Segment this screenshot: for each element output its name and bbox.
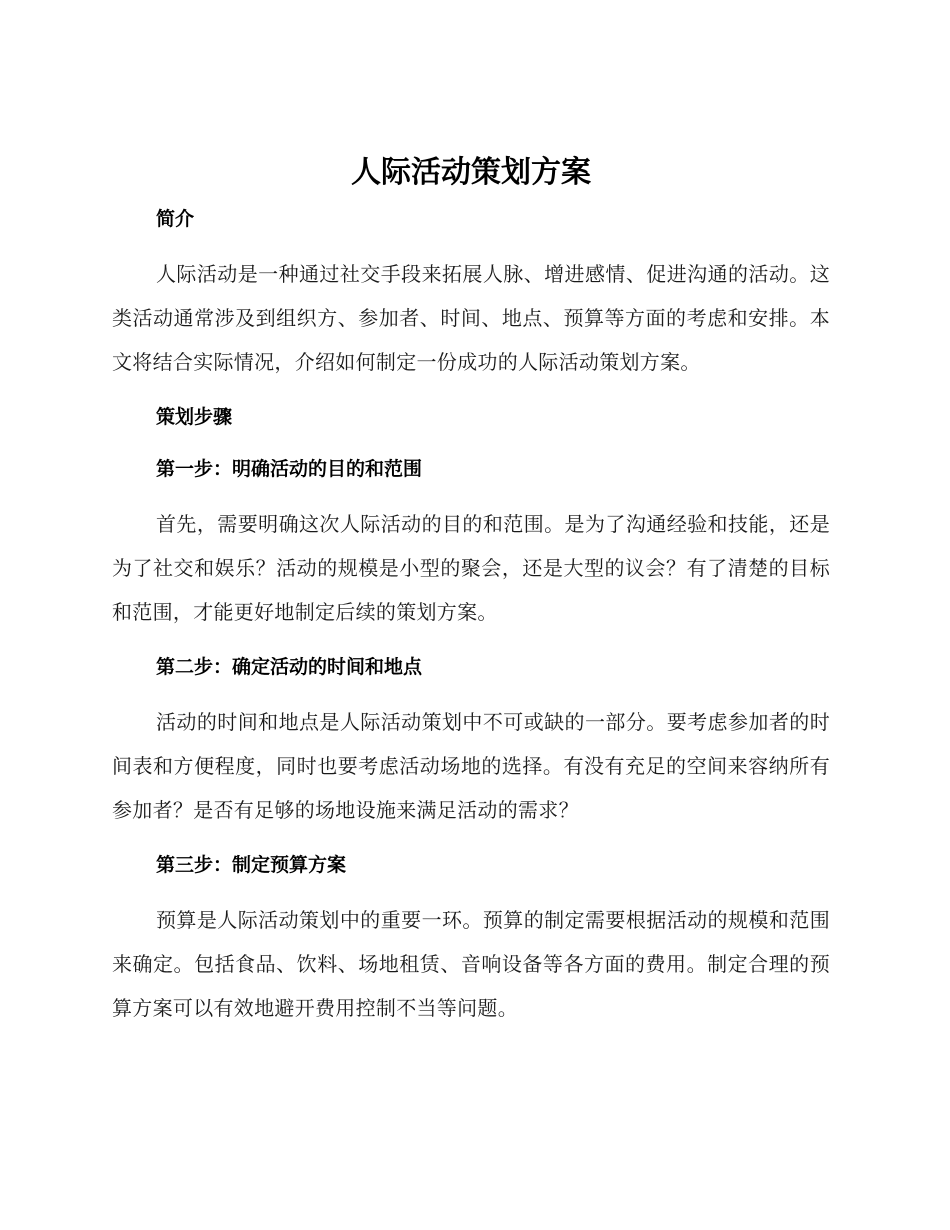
- document-title: 人际活动策划方案: [351, 155, 591, 190]
- step-1-heading: 第一步：明确活动的目的和范围: [156, 458, 423, 480]
- step-3-paragraph: 预算是人际活动策划中的重要一环。预算的制定需要根据活动的规模和范围来确定。包括食品、饮料、场地租赁、音响设备等各方面的费用。制定合理的预算方案可以有效地避开费用控制不当等问题。: [112, 908, 830, 1020]
- steps-heading: 策划步骤: [156, 406, 233, 428]
- step-3-heading: 第三步：制定预算方案: [156, 854, 347, 876]
- step-2-heading: 第二步：确定活动的时间和地点: [156, 656, 423, 678]
- intro-heading: 简介: [156, 208, 195, 230]
- document-page: [112, 150, 830, 1030]
- step-2-paragraph: 活动的时间和地点是人际活动策划中不可或缺的一部分。要考虑参加者的时间表和方便程度，同时也要考虑活动场地的选择。有没有充足的空间来容纳所有参加者？是否有足够的场地设施来满足活动的需求？: [112, 710, 830, 822]
- intro-paragraph: 人际活动是一种通过社交手段来拓展人脉、增进感情、促进沟通的活动。这类活动通常涉及到组织方、参加者、时间、地点、预算等方面的考虑和安排。本文将结合实际情况，介绍如何制定一份成功的人际活动策划方案。: [112, 262, 830, 374]
- step-1-paragraph: 首先，需要明确这次人际活动的目的和范围。是为了沟通经验和技能，还是为了社交和娱乐？活动的规模是小型的聚会，还是大型的议会？有了清楚的目标和范围，才能更好地制定后续的策划方案。: [112, 512, 830, 624]
